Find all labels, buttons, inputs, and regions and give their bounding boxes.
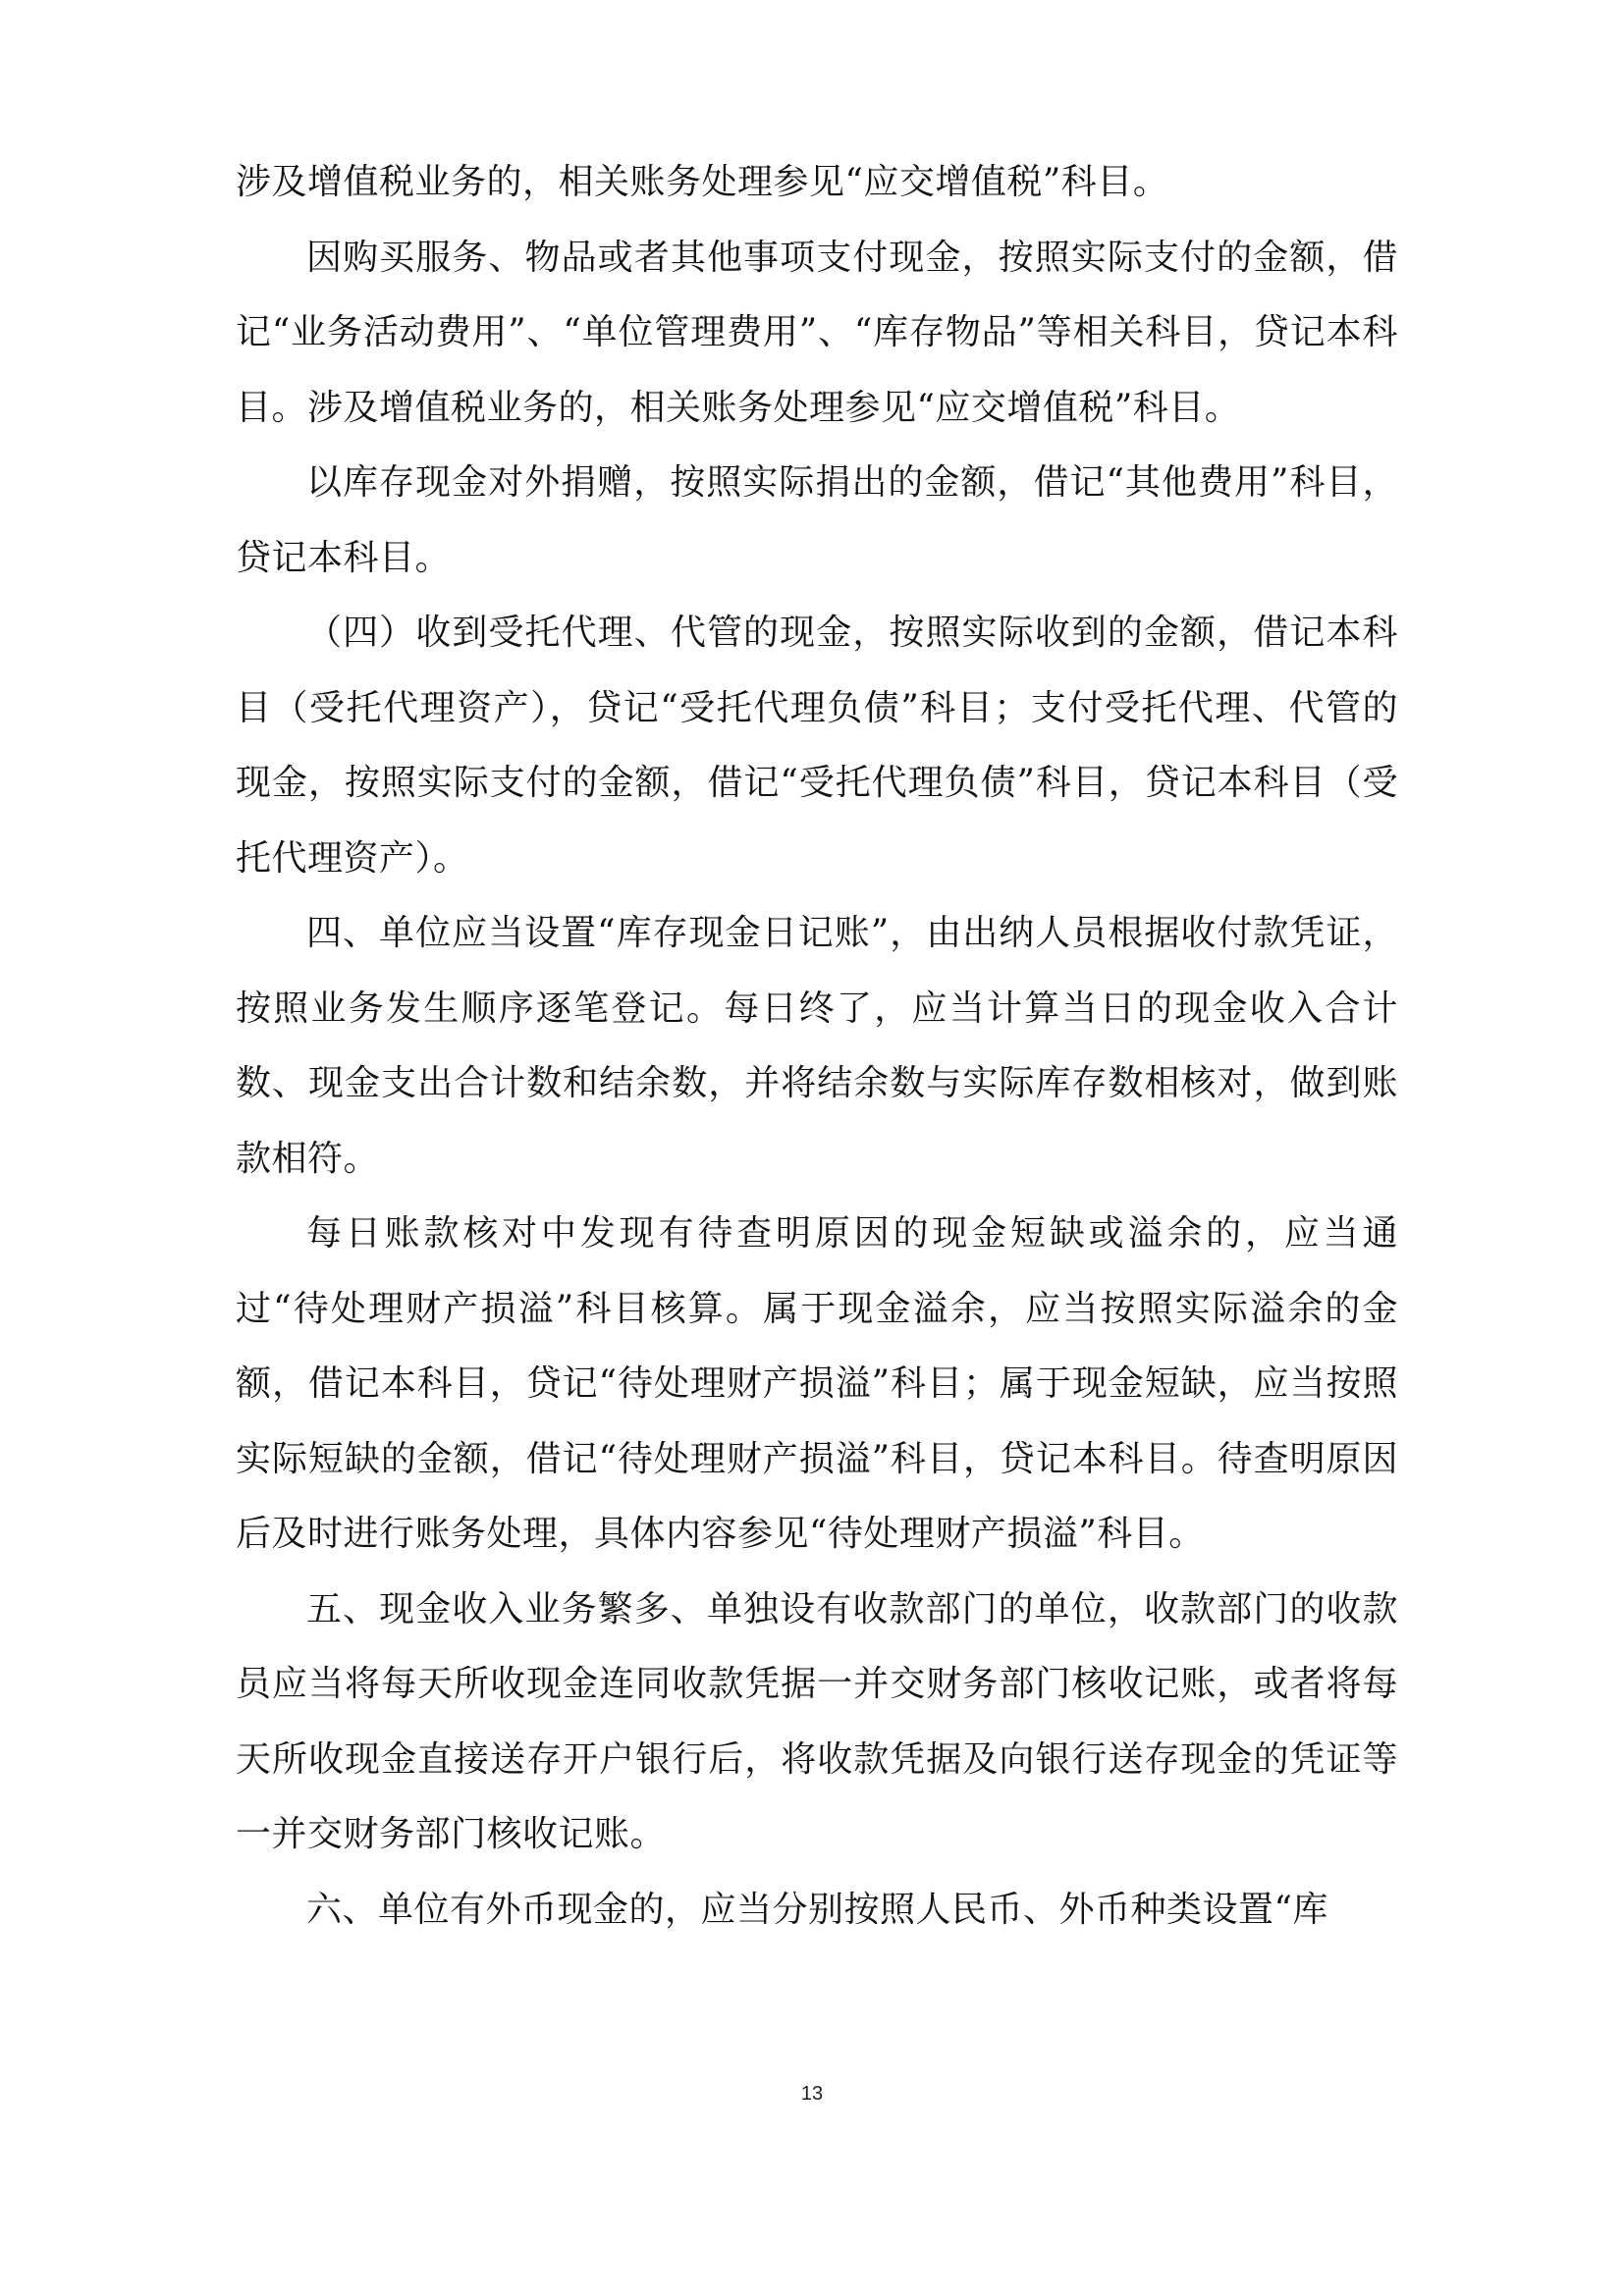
paragraph-daily-reconciliation: 每日账款核对中发现有待查明原因的现金短缺或溢余的，应当通过“待处理财产损溢”科目核算。属于现金溢余，应当按照实际溢余的金额，借记本科目，贷记“待处理财产损溢”科目；属于现金短缺，应当按照实际短缺的金额，借记“待处理财产损溢”科目，贷记本科目。待查明原因后及时进行账务处理，具体内容参见“待处理财产损溢”科目。 [236,1213,1398,1554]
paragraph-trust-cash: （四）收到受托代理、代管的现金，按照实际收到的金额，借记本科目（受托代理资产），贷记“受托代理负债”科目；支付受托代理、代管的现金，按照实际支付的金额，借记“受托代理负债”科目，贷记本科目（受托代理资产）。 [236,613,1398,879]
document-body [236,145,1398,1948]
paragraph-section-four: 四、单位应当设置“库存现金日记账”，由出纳人员根据收付款凭证，按照业务发生顺序逐笔登记。每日终了，应当计算当日的现金收入合计数、现金支出合计数和结余数，并将结余数与实际库存数相核对，做到账款相符。 [236,913,1398,1179]
paragraph-section-five: 五、现金收入业务繁多、单独设有收款部门的单位，收款部门的收款员应当将每天所收现金连同收款凭据一并交财务部门核收记账，或者将每天所收现金直接送存开户银行后，将收款凭据及向银行送存现金的凭证等一并交财务部门核收记账。 [236,1588,1398,1854]
paragraph-donation: 以库存现金对外捐赠，按照实际捐出的金额，借记“其他费用”科目，贷记本科目。 [236,462,1398,578]
paragraph-vat-reference: 涉及增值税业务的，相关账务处理参见“应交增值税”科目。 [236,162,1169,202]
paragraph-section-six: 六、单位有外币现金的，应当分别按照人民币、外币种类设置“库 [306,1889,1328,1930]
page-number: 13 [800,2083,824,2105]
paragraph-cash-payment: 因购买服务、物品或者其他事项支付现金，按照实际支付的金额，借记“业务活动费用”、“单位管理费用”、“库存物品”等相关科目，贷记本科目。涉及增值税业务的，相关账务处理参见“应交增值税”科目。 [236,237,1398,428]
